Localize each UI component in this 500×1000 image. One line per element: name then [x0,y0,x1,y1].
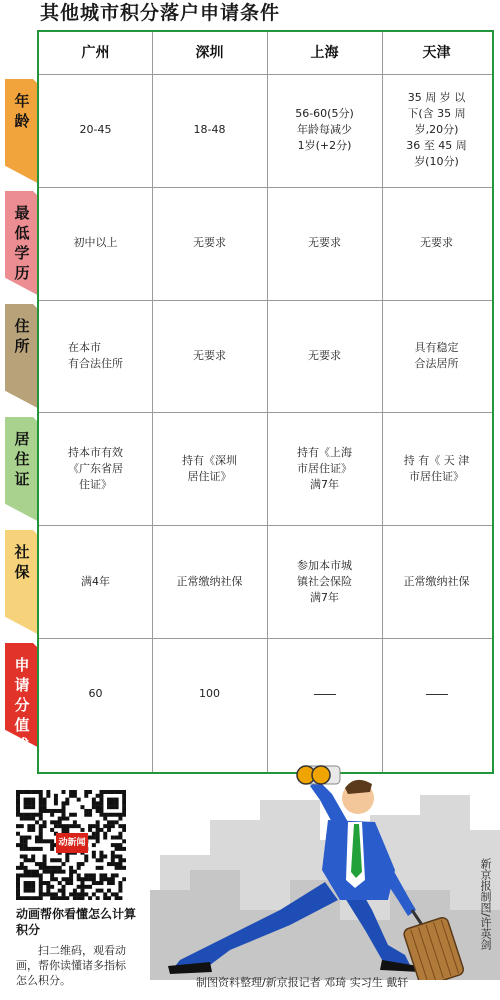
table-cell: 18-48 [193,123,226,137]
table-cell: 无要求 [420,236,453,250]
row-label-tab [5,79,39,184]
no-value-dash [314,694,336,695]
table-cell: 56-60(5分) 年龄每减少 1岁(+2分) [295,107,354,153]
table-cell: 持有《深圳 居住证》 [182,453,237,483]
page-title: 其他城市积分落户申请条件 [40,2,281,24]
table-cell: 无要求 [308,348,341,362]
column-divider [152,32,153,772]
table-cell [382,638,491,751]
table-cell: 正常缴纳社保 [403,574,470,588]
table-cell: 持本市有效 《广东省居 住证》 [68,445,123,491]
column-divider [267,32,268,772]
table-cell: 无要求 [193,236,226,250]
row-label-tab [5,530,39,635]
illustrator-credit: 新京报制图/许英剑 [479,858,492,950]
table-cell: 无要求 [193,348,226,362]
table-cell: 具有稳定 合法居所 [414,340,459,370]
promo-text: 扫二维码，观看动画，帮你读懂诸多指标怎么积分。 [16,944,126,987]
comparison-table [37,30,494,774]
table-cell: 35 周 岁 以 下(含 35 周 岁,20分) 36 至 45 周 岁(10分) [406,91,467,169]
row-label-tab [5,643,39,754]
column-header-3: 上海 [310,45,339,61]
row-label-text: 年龄 [14,91,30,130]
row-label-text: 最低学历 [14,204,30,283]
row-label-tab [5,191,39,296]
no-value-dash [426,694,448,695]
table-cell: 参加本市城 镇社会保险 满7年 [297,558,352,604]
promo-title: 动画帮你看懂怎么计算积分 [16,907,137,937]
column-divider [382,32,383,772]
row-label-text: 申请分值线 [14,655,30,754]
qr-code[interactable] [16,790,126,900]
column-header-4: 天津 [422,45,451,61]
table-cell: 100 [199,687,220,701]
row-label-text: 住所 [14,317,30,356]
table-cell: 持 有《 天 津 市居住证》 [403,453,470,483]
table-cell [267,638,382,751]
man-with-binoculars-illustration [150,760,500,980]
column-header-2: 深圳 [195,45,224,61]
row-label-tab [5,417,39,522]
column-header-1: 广州 [81,45,110,61]
table-cell: 满4年 [81,574,110,588]
table-cell: 在本市 有合法住所 [68,340,123,370]
qr-logo: 动新闻 [56,833,88,853]
table-cell: 60 [88,687,103,701]
table-cell: 持有《上海 市居住证》 满7年 [297,445,352,491]
source-credit: 制图资料整理/新京报记者 邓琦 实习生 戴轩 [196,976,409,989]
table-cell: 无要求 [308,236,341,250]
table-cell: 20-45 [79,123,112,137]
row-label-text: 居住证 [14,429,30,488]
row-label-text: 社保 [14,542,30,581]
table-cell: 正常缴纳社保 [176,574,243,588]
table-cell: 初中以上 [73,236,118,250]
row-label-tab [5,304,39,409]
